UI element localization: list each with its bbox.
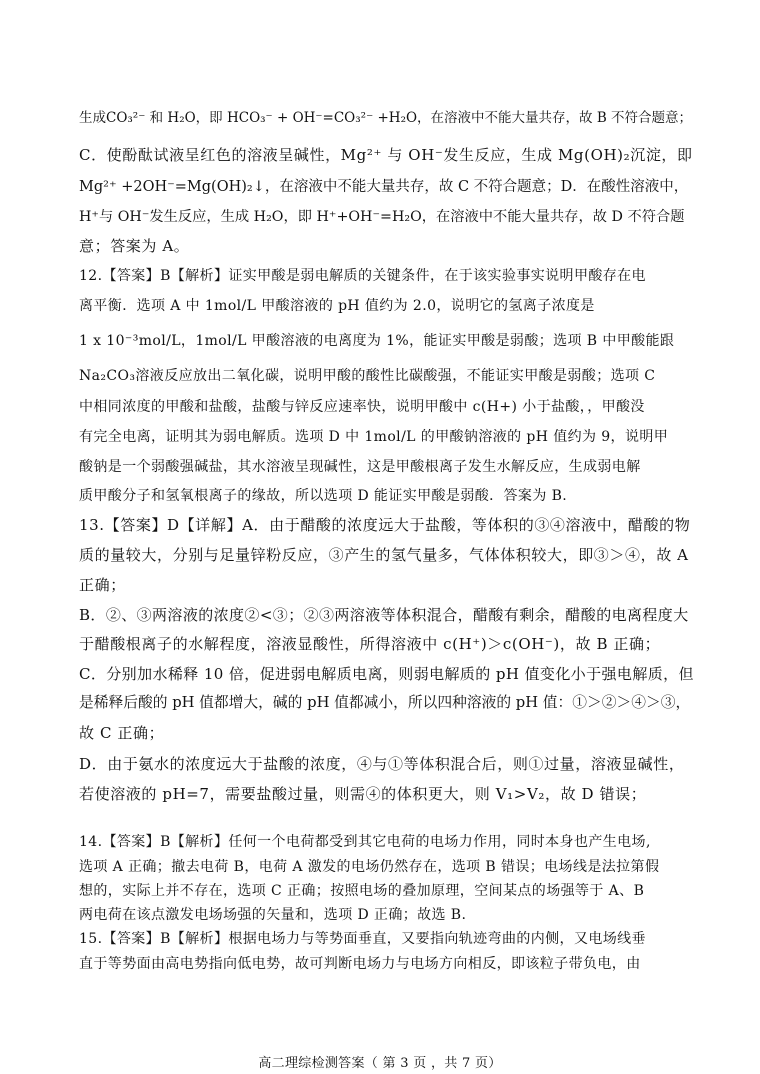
text-line: 质的量较大，分别与足量锌粉反应，③产生的氢气量多，气体体积较大，即③＞④，故 A (79, 546, 689, 564)
text-line: 正确； (79, 576, 126, 594)
text-line: 离平衡．选项 A 中 1mol/L 甲酸溶液的 pH 值约为 2.0，说明它的氢离子浓度是 (79, 298, 595, 314)
text-line: C．分别加水稀释 10 倍，促进弱电解质电离，则弱电解质的 pH 值变化小于强电解质，但 (79, 665, 694, 683)
text-line: 14.【答案】B【解析】任何一个电荷都受到其它电荷的电场力作用，同时本身也产生电场, (79, 834, 651, 850)
text-line: B．②、③两溶液的浓度②<③；②③两溶液等体积混合，醋酸有剩余，醋酸的电离程度大 (79, 606, 689, 624)
text-line: 直于等势面由高电势指向低电势，故可判断电场力与电场方向相反，即该粒子带负电，由 (79, 956, 641, 972)
text-line: 12.【答案】B【解析】证实甲酸是弱电解质的关键条件，在于该实验事实说明甲酸存在电 (79, 268, 646, 284)
text-line: 1 x 10⁻³mol/L，1mol/L 甲酸溶液的电离度为 1%，能证实甲酸是弱酸；选项 B 中甲酸能跟 (79, 333, 675, 349)
text-line: 于醋酸根离子的水解程度，溶液显酸性，所得溶液中 c(H⁺)＞c(OH⁻)，故 B 正确； (79, 635, 661, 653)
text-line: 13.【答案】D【详解】A．由于醋酸的浓度远大于盐酸，等体积的③④溶液中，醋酸的物 (79, 516, 691, 534)
text-line: C．使酚酞试液呈红色的溶液呈碱性，Mg²⁺ 与 OH⁻发生反应，生成 Mg(OH)₂沉淀，即 (79, 146, 693, 164)
text-line: 选项 A 正确；撤去电荷 B，电荷 A 激发的电场仍然存在，选项 B 错误；电场线是法拉第假 (79, 859, 660, 875)
text-line: 15.【答案】B【解析】根据电场力与等势面垂直，又要指向轨迹弯曲的内侧，又电场线垂 (79, 931, 646, 947)
text-line: 想的，实际上并不存在，选项 C 正确；按照电场的叠加原理，空间某点的场强等于 A、B (79, 883, 645, 899)
text-line: 质甲酸分子和氢氧根离子的缘故，所以选项 D 能证实甲酸是弱酸．答案为 B. (79, 488, 568, 504)
text-line: 生成CO₃²⁻ 和 H₂O，即 HCO₃⁻ + OH⁻=CO₃²⁻ +H₂O，在溶液中不能大量共存，故 B 不符合题意； (79, 110, 693, 126)
text-line: 意；答案为 A。 (79, 237, 190, 255)
text-line: 有完全电离，证明其为弱电解质。选项 D 中 1mol/L 的甲酸钠溶液的 pH 值约为 9，说明甲 (79, 429, 669, 445)
text-line: 中相同浓度的甲酸和盐酸，盐酸与锌反应速率快，说明甲酸中 c(H+) 小于盐酸，，甲酸没 (79, 399, 645, 415)
text-line: 若使溶液的 pH=7，需要盐酸过量，则需④的体积更大，则 V₁>V₂，故 D 错误； (79, 785, 647, 803)
text-line: 是稀释后酸的 pH 值都增大，碱的 pH 值都减小，所以四种溶液的 pH 值：①＞②＞④＞③， (79, 694, 691, 711)
text-line: Na₂CO₃溶液反应放出二氧化碳，说明甲酸的酸性比碳酸强，不能证实甲酸是弱酸；选项 C (79, 368, 656, 384)
text-line: D．由于氨水的浓度远大于盐酸的浓度，④与①等体积混合后，则①过量，溶液显碱性， (79, 755, 685, 773)
text-line: 故 C 正确； (79, 724, 165, 742)
page-footer: 高二理综检测答案（ 第 3 页 ，共 7 页） (258, 1056, 502, 1071)
text-line: 酸钠是一个弱酸强碱盐，其水溶液呈现碱性，这是甲酸根离子发生水解反应，生成弱电解 (79, 459, 641, 475)
text-line: 两电荷在该点激发电场场强的矢量和，选项 D 正确；故选 B. (79, 907, 467, 923)
text-line: H⁺与 OH⁻发生反应，生成 H₂O，即 H⁺+OH⁻=H₂O，在溶液中不能大量共存，故 D 不符合题 (79, 209, 685, 225)
text-line: Mg²⁺ +2OH⁻=Mg(OH)₂↓，在溶液中不能大量共存，故 C 不符合题意；D．在酸性溶液中， (79, 179, 689, 195)
